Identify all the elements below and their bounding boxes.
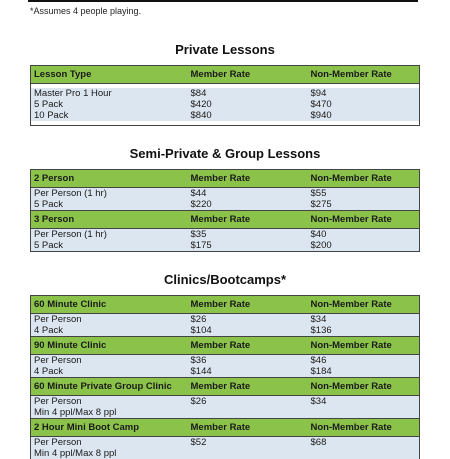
table-cell: Master Pro 1 Hour bbox=[31, 88, 188, 99]
table-cell: $26 bbox=[188, 314, 308, 326]
column-header: Non-Member Rate bbox=[308, 337, 420, 355]
table-cell: $26 bbox=[188, 396, 308, 408]
table-cell: $136 bbox=[308, 325, 420, 337]
table-cell: $940 bbox=[308, 110, 420, 121]
table-header-row bbox=[31, 337, 420, 355]
semi-private-table bbox=[30, 169, 420, 252]
table-cell: Per Person bbox=[31, 437, 188, 449]
table-cell: $94 bbox=[308, 88, 420, 99]
table-cell: 4 Pack bbox=[31, 366, 188, 378]
table-cell: $35 bbox=[188, 229, 308, 241]
column-header: 2 Hour Mini Boot Camp bbox=[31, 419, 188, 437]
table-cell: $184 bbox=[308, 366, 420, 378]
column-header: 60 Minute Private Group Clinic bbox=[31, 378, 188, 396]
table-cell: $34 bbox=[308, 396, 420, 408]
table-cell: $420 bbox=[188, 99, 308, 110]
table-cell: $220 bbox=[188, 199, 308, 211]
clinics-table bbox=[30, 295, 420, 459]
table-cell: Per Person bbox=[31, 396, 188, 408]
table-cell: Min 4 ppl/Max 8 ppl bbox=[31, 448, 188, 459]
column-header: Member Rate bbox=[188, 296, 308, 314]
table-cell: $40 bbox=[308, 229, 420, 241]
table-cell: $52 bbox=[188, 437, 308, 449]
table-row bbox=[31, 325, 420, 337]
column-header: Non-Member Rate bbox=[308, 211, 420, 229]
column-header: Lesson Type bbox=[31, 66, 188, 84]
table-cell: $84 bbox=[188, 88, 308, 99]
table-cell: Per Person bbox=[31, 355, 188, 367]
top-divider bbox=[28, 0, 418, 2]
table-cell: $55 bbox=[308, 188, 420, 200]
table-row bbox=[31, 99, 420, 110]
clinics-title: Clinics/Bootcamps* bbox=[163, 272, 287, 287]
table-row bbox=[31, 110, 420, 121]
table-cell: Per Person bbox=[31, 314, 188, 326]
table-row bbox=[31, 355, 420, 367]
table-row bbox=[31, 314, 420, 326]
table-row bbox=[31, 240, 420, 252]
table-row bbox=[31, 407, 420, 419]
table-cell: $36 bbox=[188, 355, 308, 367]
table-cell: $144 bbox=[188, 366, 308, 378]
column-header: Non-Member Rate bbox=[308, 66, 420, 84]
table-row bbox=[31, 199, 420, 211]
column-header: Member Rate bbox=[188, 378, 308, 396]
column-header: Member Rate bbox=[188, 66, 308, 84]
table-cell: $34 bbox=[308, 314, 420, 326]
column-header: Member Rate bbox=[188, 211, 308, 229]
table-cell: $68 bbox=[308, 437, 420, 449]
table-cell: Per Person (1 hr) bbox=[31, 188, 188, 200]
table-row bbox=[31, 437, 420, 449]
table-cell: $200 bbox=[308, 240, 420, 252]
footnote: *Assumes 4 people playing. bbox=[30, 6, 142, 16]
table-row bbox=[31, 229, 420, 241]
table-cell: $44 bbox=[188, 188, 308, 200]
table-header-row bbox=[31, 170, 420, 188]
column-header: Non-Member Rate bbox=[308, 170, 420, 188]
table-cell: 5 Pack bbox=[31, 99, 188, 110]
table-header-row bbox=[31, 296, 420, 314]
table-cell: 5 Pack bbox=[31, 240, 188, 252]
column-header: Non-Member Rate bbox=[308, 378, 420, 396]
table-cell: $175 bbox=[188, 240, 308, 252]
table-cell bbox=[308, 407, 420, 419]
table-cell: Per Person (1 hr) bbox=[31, 229, 188, 241]
table-cell: 10 Pack bbox=[31, 110, 188, 121]
column-header: Member Rate bbox=[188, 170, 308, 188]
table-row bbox=[31, 366, 420, 378]
column-header: 90 Minute Clinic bbox=[31, 337, 188, 355]
table-cell: 4 Pack bbox=[31, 325, 188, 337]
column-header: 3 Person bbox=[31, 211, 188, 229]
table-cell: Min 4 ppl/Max 8 ppl bbox=[31, 407, 188, 419]
column-header: Non-Member Rate bbox=[308, 296, 420, 314]
semi-private-title: Semi-Private & Group Lessons bbox=[129, 146, 321, 161]
table-cell: $104 bbox=[188, 325, 308, 337]
table-cell: $840 bbox=[188, 110, 308, 121]
table-header-row bbox=[31, 211, 420, 229]
column-header: 2 Person bbox=[31, 170, 188, 188]
column-header: 60 Minute Clinic bbox=[31, 296, 188, 314]
table-header-row bbox=[31, 66, 420, 84]
column-header: Member Rate bbox=[188, 337, 308, 355]
table-cell: $46 bbox=[308, 355, 420, 367]
private-lessons-title: Private Lessons bbox=[175, 42, 275, 57]
table-row bbox=[31, 188, 420, 200]
table-cell bbox=[188, 407, 308, 419]
column-header: Member Rate bbox=[188, 419, 308, 437]
table-row bbox=[31, 396, 420, 408]
table-cell: 5 Pack bbox=[31, 199, 188, 211]
private-lessons-table bbox=[30, 65, 420, 126]
table-row bbox=[31, 88, 420, 99]
table-header-row bbox=[31, 378, 420, 396]
table-cell: $275 bbox=[308, 199, 420, 211]
column-header: Non-Member Rate bbox=[308, 419, 420, 437]
table-header-row bbox=[31, 419, 420, 437]
table-cell: $470 bbox=[308, 99, 420, 110]
